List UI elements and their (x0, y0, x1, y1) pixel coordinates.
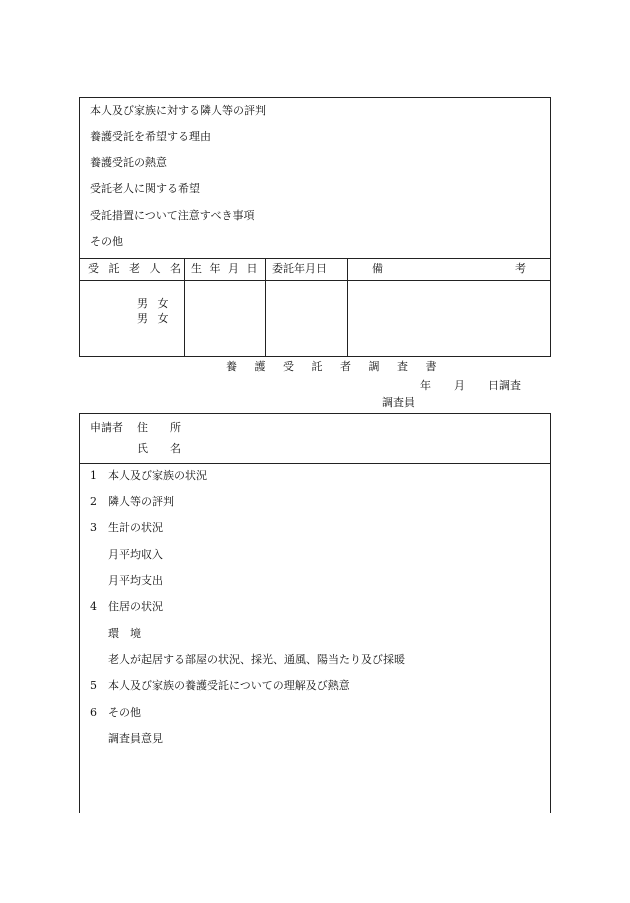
upper-item-wishes: 受託老人に関する希望 (90, 182, 200, 195)
date-day: 日調査 (488, 379, 521, 392)
item-monthly-expense: 月平均支出 (108, 574, 163, 587)
item-livelihood: 3 生計の状況 (90, 521, 163, 534)
item-environment: 環 境 (108, 627, 141, 640)
table-col-divider-2 (265, 258, 266, 357)
date-month: 月 (454, 379, 465, 392)
upper-item-reputation: 本人及び家族に対する隣人等の評判 (90, 104, 266, 117)
table-top-line (79, 258, 551, 259)
header-remarks-1: 備 (372, 262, 383, 275)
applicant-address-label: 住 所 (137, 421, 181, 434)
survey-title: 養 護 受 託 者 調 査 書 (226, 360, 444, 373)
date-year: 年 (420, 379, 431, 392)
header-elderly-name: 受 託 老 人 名 (88, 262, 184, 275)
table-col-divider-1 (184, 258, 185, 357)
item-understanding: 5 本人及び家族の養護受託についての理解及び熱意 (90, 679, 350, 692)
applicant-name-label: 氏 名 (137, 442, 181, 455)
header-birth-date: 生 年 月 日 (191, 262, 260, 275)
upper-item-reason: 養護受託を希望する理由 (90, 130, 211, 143)
item-family-status: 1 本人及び家族の状況 (90, 469, 207, 482)
table-header-bottom-line (79, 280, 551, 281)
item-room-conditions: 老人が起居する部屋の状況、採光、通風、陽当たり及び採暖 (108, 653, 405, 666)
applicant-label: 申請者 (90, 421, 123, 434)
sex-row-1: 男 女 (137, 297, 172, 310)
item-other: 6 その他 (90, 706, 141, 719)
upper-item-other: その他 (90, 235, 123, 248)
table-col-divider-3 (347, 258, 348, 357)
item-neighbor-reputation: 2 隣人等の評判 (90, 495, 174, 508)
item-investigator-opinion: 調査員意見 (108, 732, 163, 745)
applicant-divider (79, 463, 551, 464)
sex-row-2: 男 女 (137, 312, 172, 325)
upper-item-notes: 受託措置について注意すべき事項 (90, 209, 255, 222)
item-housing: 4 住居の状況 (90, 600, 163, 613)
item-monthly-income: 月平均収入 (108, 548, 163, 561)
header-remarks-2: 考 (515, 262, 526, 275)
header-entrust-date: 委託年月日 (272, 262, 327, 275)
investigator-label: 調査員 (382, 396, 415, 409)
upper-item-enthusiasm: 養護受託の熱意 (90, 156, 167, 169)
